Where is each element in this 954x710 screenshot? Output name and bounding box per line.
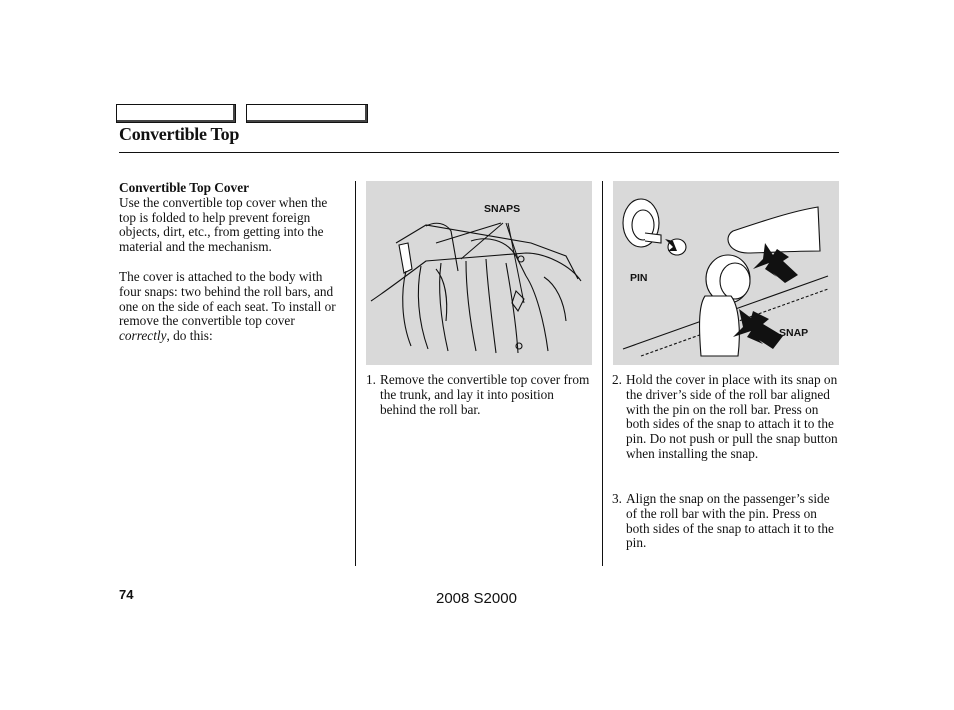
section-heading: Convertible Top Cover <box>119 180 250 195</box>
step-3-number: 3. <box>612 491 622 506</box>
pin-label: PIN <box>630 272 648 284</box>
step-1-number: 1. <box>366 372 376 387</box>
snap-pin-illustration <box>613 181 839 365</box>
step-3-text: Align the snap on the passenger’s side of the roll bar with the pin. Press on both sides of the snap to attach it to the pin. <box>626 491 834 551</box>
footer-model: 2008 S2000 <box>436 590 517 607</box>
snap-label: SNAP <box>779 327 809 339</box>
step-2-number: 2. <box>612 372 622 387</box>
step-2 <box>612 373 840 462</box>
column-divider-1 <box>355 181 356 566</box>
step-3 <box>612 492 840 551</box>
step-2-text: Hold the cover in place with its snap on the driver’s side of the roll bar aligned with the pin on the roll bar. Press on both sides of the snap to attach it to the pin. Do not push or pull the snap button when installing the snap. <box>626 372 838 461</box>
page-title: Convertible Top <box>119 124 240 144</box>
car-cover-drawing <box>366 181 592 365</box>
column-divider-2 <box>602 181 603 566</box>
nav-tab-box-1[interactable] <box>116 104 236 123</box>
car-cover-illustration <box>366 181 592 365</box>
emphasis-correctly: correctly <box>119 328 167 344</box>
snaps-label: SNAPS <box>484 203 521 215</box>
snaps-paragraph-text: The cover is attached to the body with four snaps: two behind the roll bars, and one on the side of each seat. To install or remove the convertible top cover <box>119 268 336 329</box>
page-number: 74 <box>119 587 134 602</box>
step-1 <box>366 373 592 417</box>
nav-tab-box-2[interactable] <box>246 104 368 123</box>
snaps-paragraph <box>119 270 341 344</box>
step-1-text: Remove the convertible top cover from the trunk, and lay it into position behind the roll bar. <box>380 372 590 417</box>
title-divider <box>119 152 839 153</box>
snaps-paragraph-end: , do this: <box>166 328 213 344</box>
intro-paragraph: Use the convertible top cover when the top is folded to help prevent foreign objects, dirt, etc., from getting into the material and the mechanism. <box>119 194 328 255</box>
left-column <box>119 181 341 359</box>
